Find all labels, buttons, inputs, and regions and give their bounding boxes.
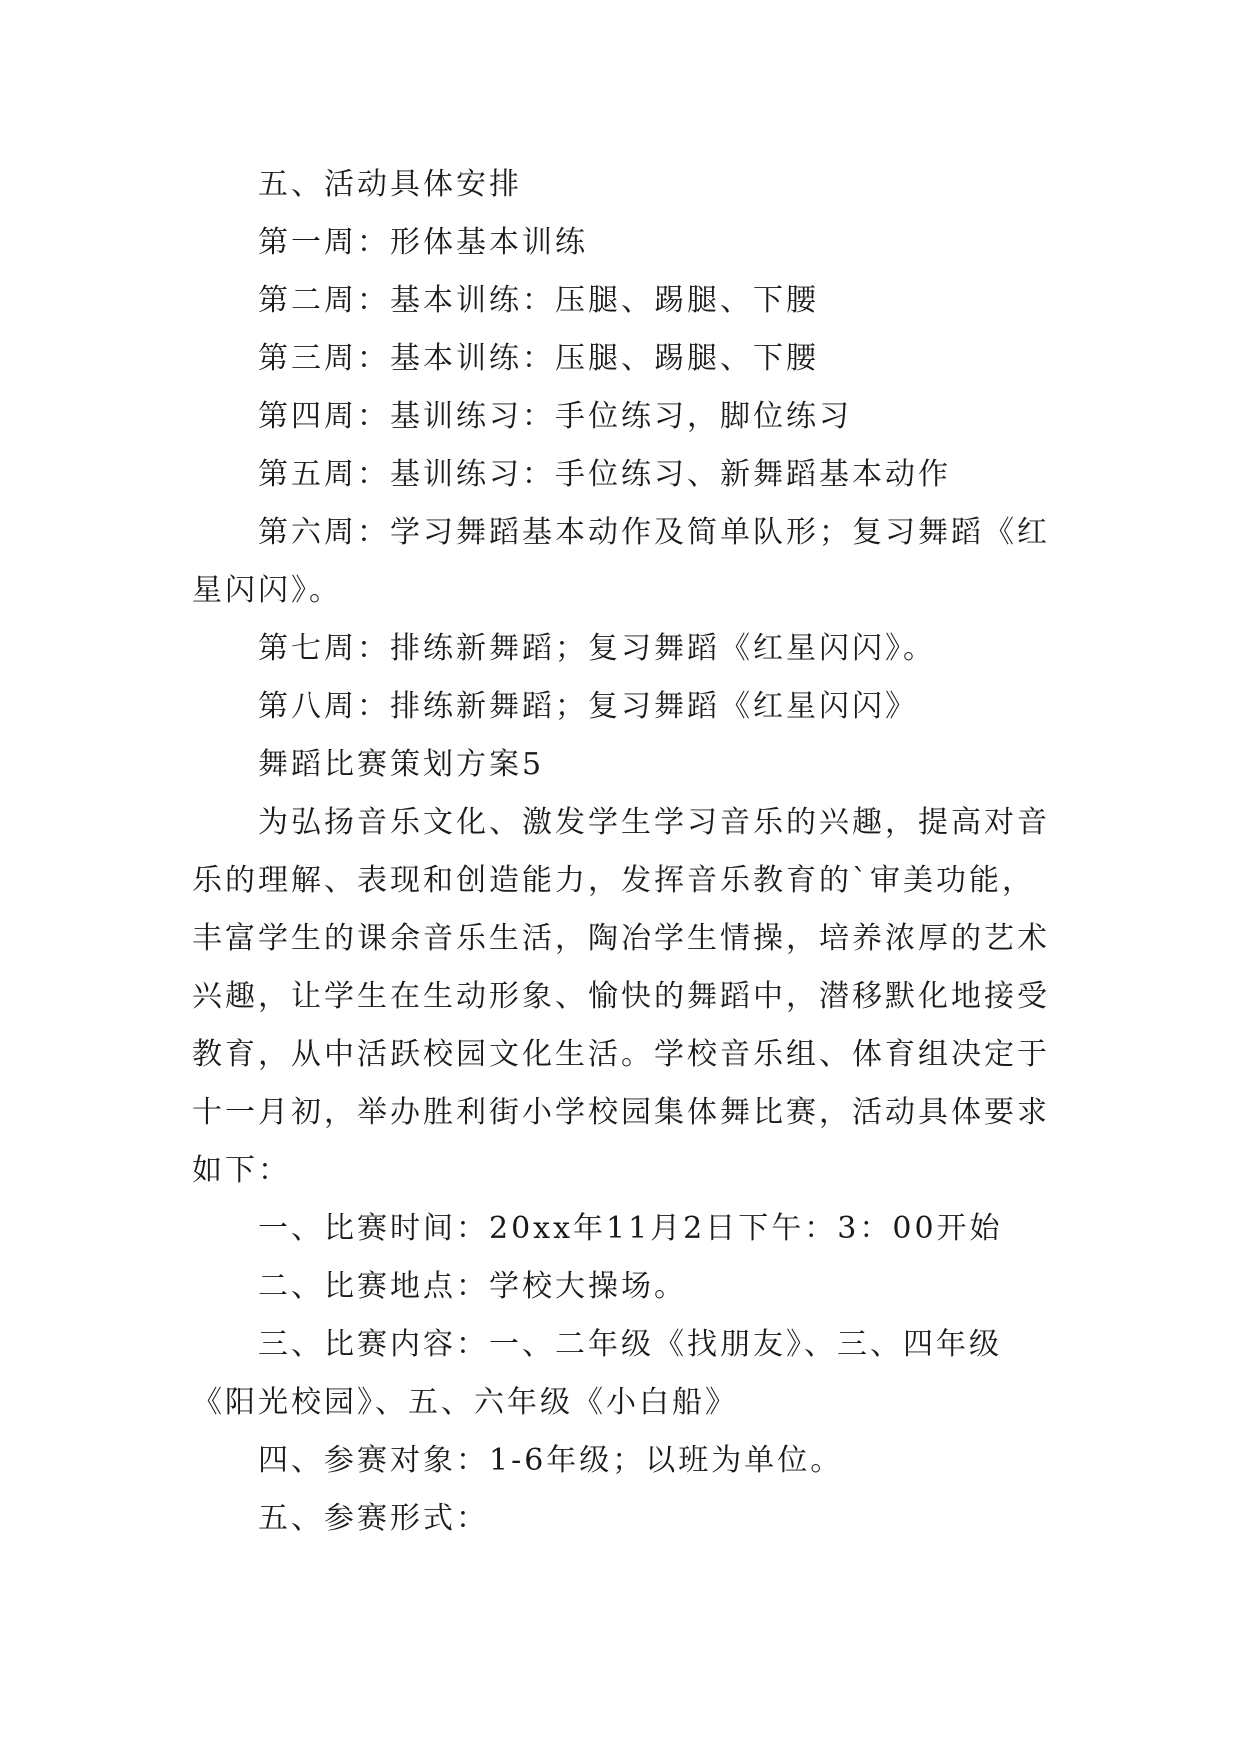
competition-content: 三、比赛内容：一、二年级《找朋友》、三、四年级《阳光校园》、五、六年级《小白船》 [192, 1327, 1002, 1420]
competition-time: 一、比赛时间：20xx年11月2日下午：3：00开始 [258, 1211, 1003, 1246]
plan-title: 舞蹈比赛策划方案5 [258, 747, 545, 782]
competition-format: 五、参赛形式： [258, 1501, 489, 1536]
week-5-item: 第五周：基训练习：手位练习、新舞蹈基本动作 [258, 457, 951, 492]
week-1-item: 第一周：形体基本训练 [258, 225, 588, 260]
week-7-item: 第七周：排练新舞蹈；复习舞蹈《红星闪闪》。 [258, 631, 936, 666]
document-body [192, 156, 1052, 1548]
section-heading-activity-schedule: 五、活动具体安排 [258, 167, 522, 202]
week-8-item: 第八周：排练新舞蹈；复习舞蹈《红星闪闪》 [258, 689, 918, 724]
week-6-item: 第六周：学习舞蹈基本动作及简单队形；复习舞蹈《红星闪闪》。 [192, 515, 1050, 608]
week-4-item: 第四周：基训练习：手位练习，脚位练习 [258, 399, 852, 434]
competition-location: 二、比赛地点：学校大操场。 [258, 1269, 687, 1304]
week-2-item: 第二周：基本训练：压腿、踢腿、下腰 [258, 283, 819, 318]
intro-paragraph: 为弘扬音乐文化、激发学生学习音乐的兴趣，提高对音乐的理解、表现和创造能力，发挥音乐教育的`审美功能，丰富学生的课余音乐生活，陶冶学生情操，培养浓厚的艺术兴趣，让学生在生动形象、愉快的舞蹈中，潜移默化地接受教育，从中活跃校园文化生活。学校音乐组、体育组决定于十一月初，举办胜利街小学校园集体舞比赛，活动具体要求如下： [192, 805, 1050, 1188]
competition-participants: 四、参赛对象：1-6年级；以班为单位。 [258, 1443, 844, 1478]
week-3-item: 第三周：基本训练：压腿、踢腿、下腰 [258, 341, 819, 376]
